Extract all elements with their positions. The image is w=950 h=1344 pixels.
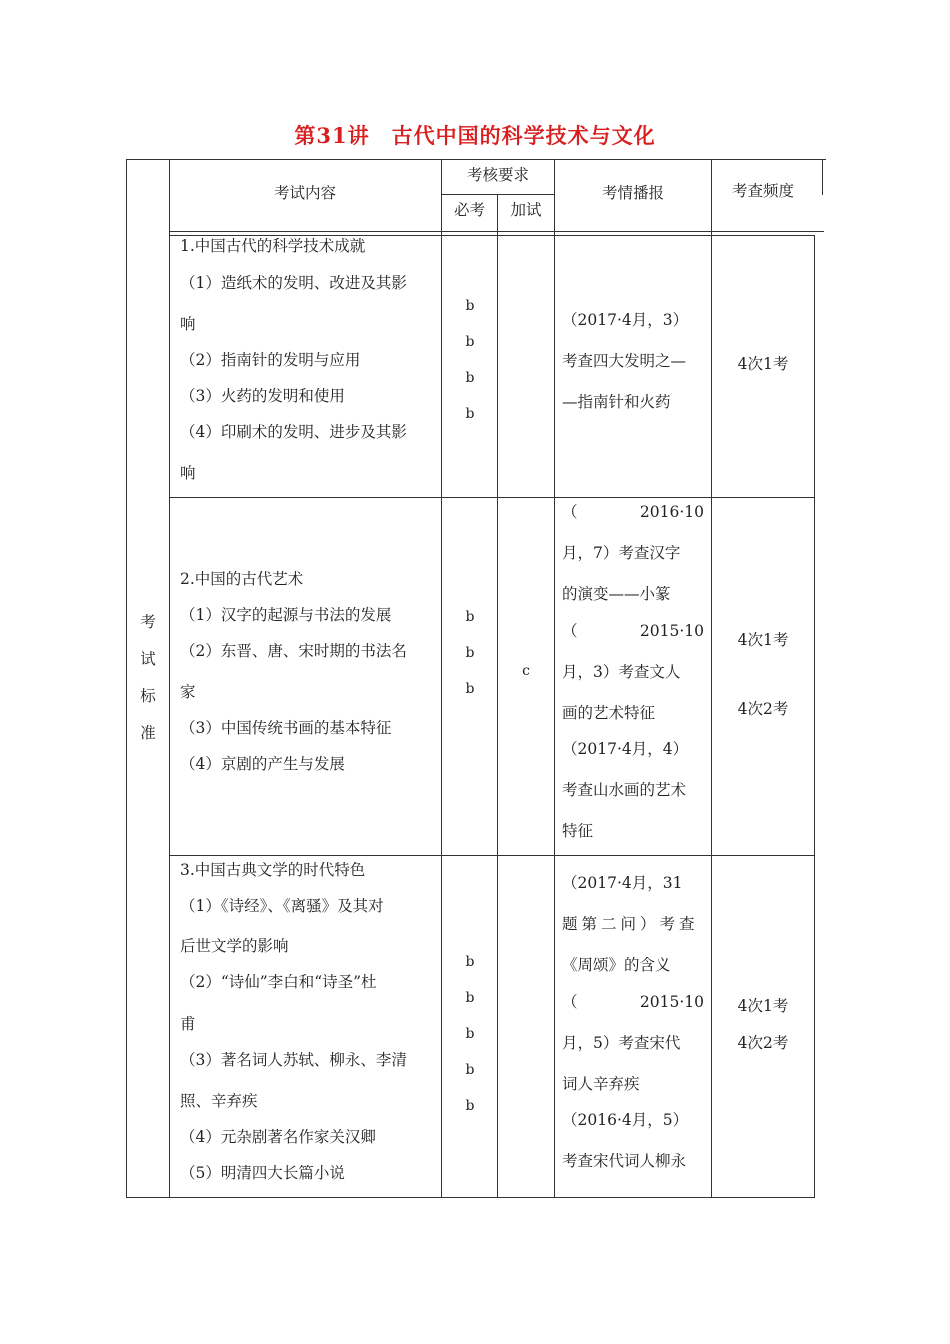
row-2-frequency-2: 4次2考 (737, 700, 789, 718)
header-extra: 加试 (510, 201, 542, 219)
header-required: 必考 (453, 201, 485, 219)
header-report: 考情播报 (601, 184, 664, 202)
row-2-frequency-1: 4次1考 (737, 631, 789, 649)
header-frequency: 考查频度 (731, 182, 794, 200)
header-content: 考试内容 (273, 184, 336, 202)
row-2-extra: c (522, 663, 530, 679)
page-title: 第31讲 古代中国的科学技术与文化 (294, 123, 656, 148)
row-1-frequency: 4次1考 (737, 355, 789, 373)
header-requirement: 考核要求 (466, 166, 529, 184)
row-3-frequency-1: 4次1考 (737, 997, 789, 1015)
row-3-frequency-2: 4次2考 (737, 1034, 789, 1052)
